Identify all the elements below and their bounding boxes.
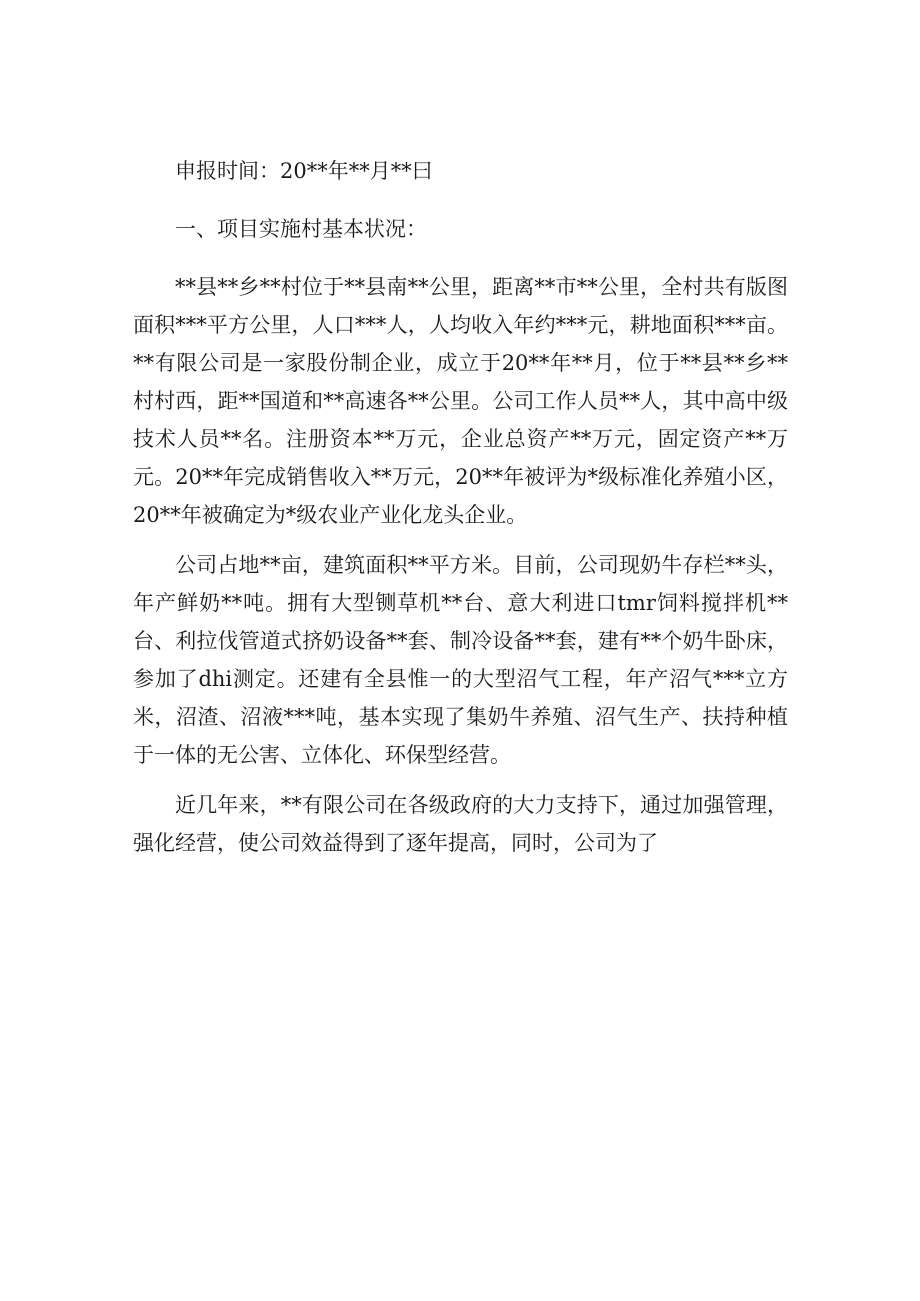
- document-body: [133, 152, 788, 874]
- paragraph-recent-years: 近几年来，**有限公司在各级政府的大力支持下，通过加强管理，强化经营，使公司效益得到了逐年提高，同时，公司为了: [133, 793, 788, 855]
- declare-time: 申报时间：20**年**月**曰: [175, 159, 433, 183]
- section-heading: 一、项目实施村基本状况：: [175, 217, 427, 241]
- paragraph-village-overview: **县**乡**村位于**县南**公里，距离**市**公里，全村共有版图面积***平方公里，人口***人，人均收入年约***元，耕地面积***亩。**有限公司是一家股份制企业，成立于20**年**月，位于**县**乡**村村西，距**国道和**高速各**公里。公司工作人员**人，其中高中级技术人员**名。注册资本**万元，企业总资产**万元，固定资产**万元。20**年完成销售收入**万元，20**年被评为*级标准化养殖小区，20**年被确定为*级农业产业化龙头企业。: [133, 275, 788, 527]
- paragraph-company-facilities: 公司占地**亩，建筑面积**平方米。目前，公司现奶牛存栏**头，年产鲜奶**吨。拥有大型铡草机**台、意大利进口tmr饲料搅拌机**台、利拉伐管道式挤奶设备**套、制冷设备**套，建有**个奶牛卧床，参加了dhi测定。还建有全县惟一的大型沼气工程，年产沼气***立方米，沼渣、沼液***吨，基本实现了集奶牛养殖、沼气生产、扶持种植于一体的无公害、立体化、环保型经营。: [133, 553, 788, 767]
